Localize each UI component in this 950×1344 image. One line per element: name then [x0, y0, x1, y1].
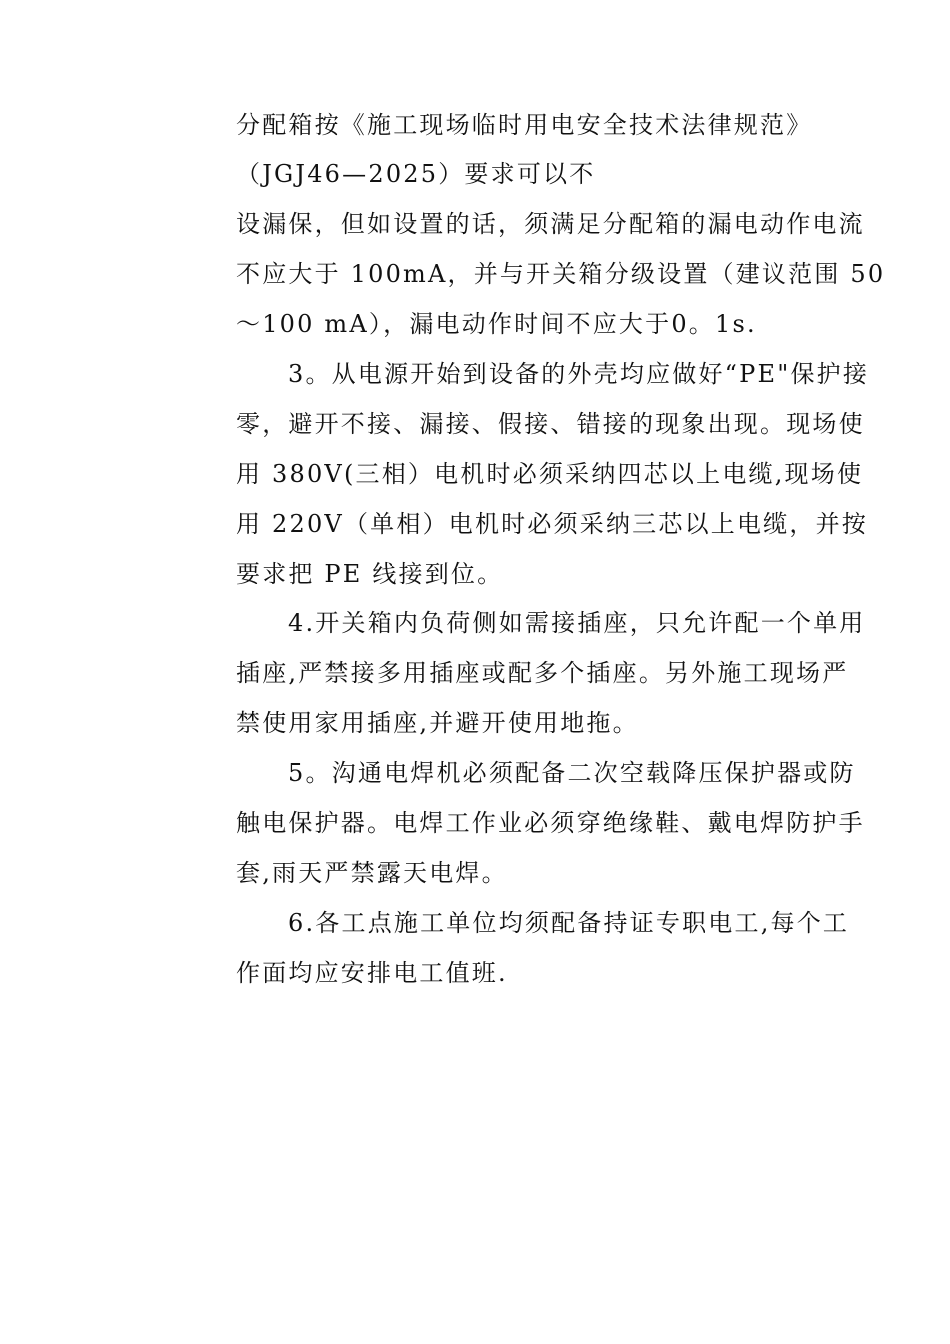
text-line: 零，避开不接、漏接、假接、错接的现象出现。现场使	[236, 410, 865, 438]
text-line: 触电保护器。电焊工作业必须穿绝缘鞋、戴电焊防护手	[236, 809, 865, 837]
paragraph-3-start: 3。从电源开始到设备的外壳均应做好“PE"保护接	[288, 360, 870, 388]
text-line: 禁使用家用插座,并避开使用地拖。	[236, 709, 639, 737]
text-line: 不应大于 100mA，并与开关箱分级设置（建议范围 50	[236, 260, 886, 288]
text-line: 设漏保，但如设置的话，须满足分配箱的漏电动作电流	[236, 210, 865, 238]
text-line: 要求把 PE 线接到位。	[236, 560, 504, 588]
text-line: 插座,严禁接多用插座或配多个插座。另外施工现场严	[236, 659, 849, 687]
paragraph-4-start: 4.开关箱内负荷侧如需接插座，只允许配一个单用	[288, 609, 866, 637]
paragraph-5-start: 5。沟通电焊机必须配备二次空载降压保护器或防	[288, 759, 856, 787]
paragraph-6-start: 6.各工点施工单位均须配备持证专职电工,每个工	[288, 909, 850, 937]
text-line: 套,雨天严禁露天电焊。	[236, 859, 508, 887]
text-line: 用 220V（单相）电机时必须采纳三芯以上电缆，并按	[236, 510, 868, 538]
text-line: ～100 mA），漏电动作时间不应大于0。1s.	[236, 310, 757, 338]
text-line: 用 380V(三相）电机时必须采纳四芯以上电缆,现场使	[236, 460, 864, 488]
text-line: 作面均应安排电工值班.	[236, 959, 508, 987]
text-line: 分配箱按《施工现场临时用电安全技术法律规范》	[236, 111, 813, 139]
text-line: （JGJ46—2025）要求可以不	[236, 160, 596, 188]
